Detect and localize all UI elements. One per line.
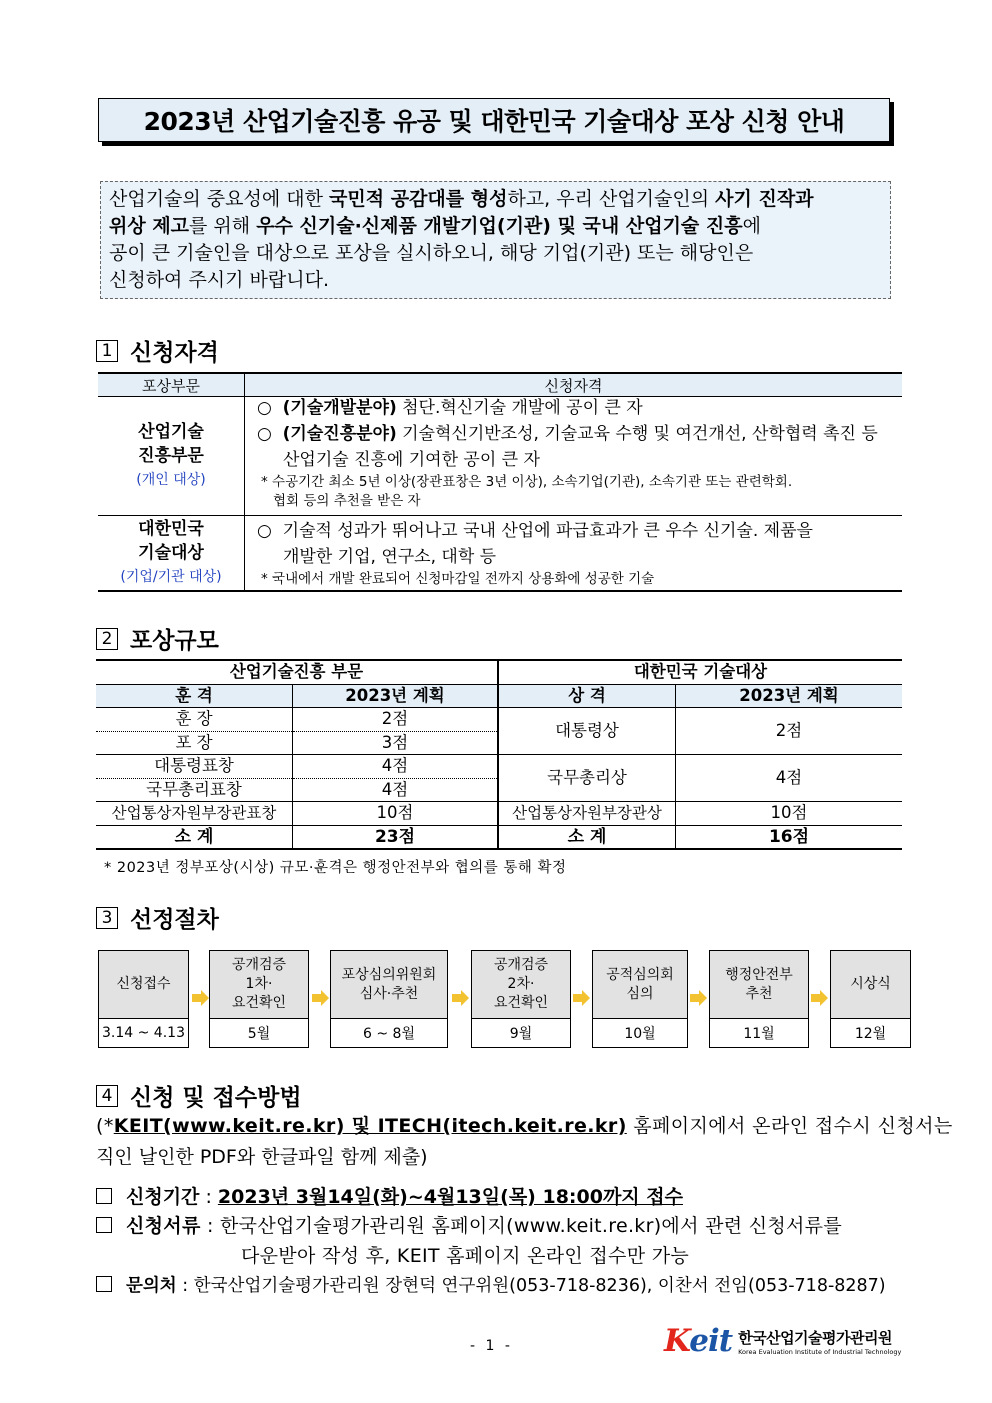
bullet-icon: ○	[257, 398, 272, 418]
award-name: 대통령상	[498, 708, 676, 755]
section-title: 신청 및 접수방법	[130, 1085, 302, 1111]
intro-text: 하고, 우리 산업기술인의	[507, 188, 716, 210]
step-label: 포상심의위원회	[341, 966, 437, 983]
field-label: (기술개발분야)	[282, 398, 397, 418]
process-step	[830, 950, 911, 1048]
step-date: 12월	[854, 1026, 887, 1042]
step-label: 심의	[626, 985, 654, 1002]
arrow-right-icon	[690, 990, 707, 1006]
intro-text: 신청하여 주시기 바랍니다.	[109, 269, 330, 291]
field-text: 기술혁신기반조성, 기술교육 수행 및 여건개선, 산학협력 촉진 등	[396, 424, 878, 444]
step-date: 5월	[247, 1026, 271, 1042]
step-label: 공적심의회	[606, 966, 674, 983]
intro-emphasis: 우수 신기술·신제품 개발기업(기관) 및 국내 산업기술 진흥	[256, 215, 743, 237]
field-text: 기술적 성과가 뛰어나고 국내 산업에 파급효과가 큰 우수 신기술. 제품을	[282, 520, 813, 541]
step-label: 요건확인	[493, 995, 549, 1011]
award-name: 국무총리상	[498, 755, 676, 802]
docs-line	[96, 1211, 842, 1238]
award-count: 4점	[676, 755, 903, 802]
step-label: 심사·추천	[359, 985, 419, 1002]
period-line	[96, 1182, 683, 1209]
award-count: 4점	[293, 778, 499, 802]
category-cell	[98, 397, 245, 516]
award-count: 10점	[770, 803, 808, 823]
note-text: * 수공기간 최소 5년 이상(장관표창은 3년 이상), 소속기업(기관), 소속기관 또는 관련학회.	[261, 474, 793, 490]
process-step	[98, 950, 189, 1048]
org-name-en: Korea Evaluation Institute of Industrial Technology	[738, 1347, 902, 1356]
step-label: 공개검증	[231, 957, 287, 973]
section-number: 3	[96, 907, 118, 929]
field-text: 첨단.혁신기술 개발에 공이 큰 자	[396, 398, 643, 418]
intro-text: 를 위해	[189, 215, 257, 237]
page-number: - 1 -	[470, 1338, 513, 1354]
process-step	[209, 950, 309, 1048]
note-text: 협회 등의 추천을 받은 자	[273, 493, 421, 509]
separator: :	[176, 1276, 194, 1296]
qualification-cell	[245, 516, 903, 592]
separator: :	[200, 1215, 221, 1237]
step-date: 6 ~ 8월	[363, 1026, 415, 1042]
category-name: 산업기술	[138, 422, 204, 442]
intro-emphasis: 국민적 공감대를 형성	[329, 188, 508, 210]
period-value: 2023년 3월14일(화)~4월13일(목) 18:00까지 접수	[217, 1186, 683, 1208]
method-intro	[96, 1111, 953, 1138]
section-title: 신청자격	[130, 340, 219, 366]
award-note: * 2023년 정부포상(시상) 규모·훈격은 행정안전부와 협의를 통해 확정	[104, 860, 567, 876]
step-label: 추천	[745, 985, 773, 1002]
note-text: * 국내에서 개발 완료되어 신청마감일 전까지 상용화에 성공한 기술	[261, 570, 655, 587]
award-name: 대통령표창	[96, 755, 293, 779]
category-name: 진흥부문	[138, 446, 204, 466]
intro-emphasis: 사기 진작과	[715, 188, 814, 210]
checkbox-icon	[96, 1217, 112, 1233]
bullet-icon: ○	[257, 520, 272, 541]
intro-text: 산업기술의 중요성에 대한	[109, 188, 330, 210]
section-heading-process	[96, 901, 219, 934]
category-name: 기술대상	[138, 543, 204, 563]
step-date: 10월	[624, 1026, 656, 1042]
section-heading-method	[96, 1079, 302, 1112]
docs-value: 한국산업기술평가관리원 홈페이지(www.keit.re.kr)에서 관련 신청서류를	[220, 1215, 842, 1237]
arrow-right-icon	[811, 990, 828, 1006]
process-step	[592, 950, 688, 1048]
category-target: (개인 대상)	[136, 472, 206, 488]
intro-text: 에	[742, 215, 761, 237]
award-count: 10점	[293, 802, 499, 826]
contact-line	[96, 1272, 886, 1297]
process-step	[471, 950, 571, 1048]
keit-logo	[664, 1323, 901, 1359]
period-label: 신청기간	[126, 1186, 200, 1208]
award-count: 2점	[293, 708, 499, 732]
process-step	[330, 950, 448, 1048]
step-label: 1차·	[245, 976, 273, 992]
award-scale-table	[96, 659, 902, 850]
method-links: KEIT(www.keit.re.kr) 및 ITECH(itech.keit.re.kr)	[113, 1115, 627, 1137]
category-cell	[98, 516, 245, 592]
eligibility-table	[98, 372, 902, 592]
docs-cont: 다운받아 작성 후, KEIT 홈페이지 온라인 접수만 가능	[241, 1245, 690, 1267]
checkbox-icon	[96, 1276, 112, 1292]
arrow-right-icon	[452, 990, 469, 1006]
checkbox-icon	[96, 1188, 112, 1204]
step-label: 요건확인	[231, 995, 287, 1011]
section-number: 2	[96, 628, 118, 650]
table-header: 포상부문	[98, 373, 245, 397]
step-date: 3.14 ~ 4.13	[102, 1025, 185, 1041]
award-name: 산업통상자원부장관상	[498, 802, 676, 826]
section-number: 4	[96, 1085, 118, 1107]
step-label: 시상식	[850, 976, 891, 992]
intro-emphasis: 위상 제고	[109, 215, 190, 237]
arrow-right-icon	[192, 990, 209, 1006]
step-date: 9월	[509, 1026, 533, 1042]
award-name: 산업통상자원부장관표창	[96, 802, 293, 826]
total-label: 소 계	[498, 825, 676, 849]
bullet-icon: ○	[257, 424, 272, 444]
intro-box	[100, 181, 891, 299]
total-count: 16점	[676, 825, 903, 849]
logo-letter: K	[664, 1323, 690, 1359]
field-text: 개발한 기업, 연구소, 대학 등	[283, 546, 497, 567]
arrow-right-icon	[573, 990, 590, 1006]
step-label: 공개검증	[493, 957, 549, 973]
step-label: 2차·	[507, 976, 535, 992]
arrow-right-icon	[312, 990, 329, 1006]
category-target: (기업/기관 대상)	[120, 569, 222, 585]
section-number: 1	[96, 340, 118, 362]
total-count: 23점	[293, 825, 499, 849]
award-name: 포 장	[96, 731, 293, 755]
org-name: 한국산업기술평가관리원	[738, 1328, 892, 1347]
award-name: 국무총리표창	[96, 778, 293, 802]
separator: :	[199, 1186, 218, 1208]
table-title: 대한민국 기술대상	[498, 660, 902, 684]
section-heading-eligibility	[96, 334, 219, 367]
category-name: 대한민국	[138, 519, 204, 539]
step-label: 행정안전부	[725, 966, 793, 983]
table-title: 산업기술진흥 부문	[96, 660, 498, 684]
section-heading-award-scale	[96, 622, 219, 655]
column-header: 상 격	[498, 684, 676, 708]
process-step	[709, 950, 809, 1048]
award-name: 훈 장	[96, 708, 293, 732]
section-title: 포상규모	[130, 628, 219, 654]
docs-label: 신청서류	[126, 1215, 201, 1237]
contact-value: 한국산업기술평가관리원 장현덕 연구위원(053-718-8236), 이찬서 전임(053-718-8287)	[193, 1276, 886, 1296]
field-label: (기술진흥분야)	[282, 424, 397, 444]
award-count: 2점	[676, 708, 903, 755]
field-text: 산업기술 진흥에 기여한 공이 큰 자	[283, 450, 540, 470]
award-count: 3점	[293, 731, 499, 755]
award-count: 4점	[293, 755, 499, 779]
step-label: 신청접수	[116, 976, 171, 992]
intro-text: 공이 큰 기술인을 대상으로 포상을 실시하오니, 해당 기업(기관) 또는 해당인은	[109, 242, 754, 264]
total-label: 소 계	[96, 825, 293, 849]
column-header: 2023년 계획	[676, 684, 903, 708]
method-intro-cont: 직인 날인한 PDF와 한글파일 함께 제출)	[96, 1146, 428, 1168]
column-header: 2023년 계획	[293, 684, 499, 708]
table-header: 신청자격	[245, 373, 903, 397]
section-title: 선정절차	[130, 907, 219, 933]
qualification-cell	[245, 397, 903, 516]
method-text: 홈페이지에서 온라인 접수시 신청서는	[626, 1115, 953, 1137]
contact-label: 문의처	[126, 1276, 177, 1296]
page-title: 2023년 산업기술진흥 유공 및 대한민국 기술대상 포상 신청 안내	[98, 98, 890, 142]
column-header: 훈 격	[96, 684, 293, 708]
method-text: (*	[96, 1115, 114, 1137]
logo-letters: eit	[689, 1323, 733, 1359]
step-date: 11월	[743, 1026, 775, 1042]
